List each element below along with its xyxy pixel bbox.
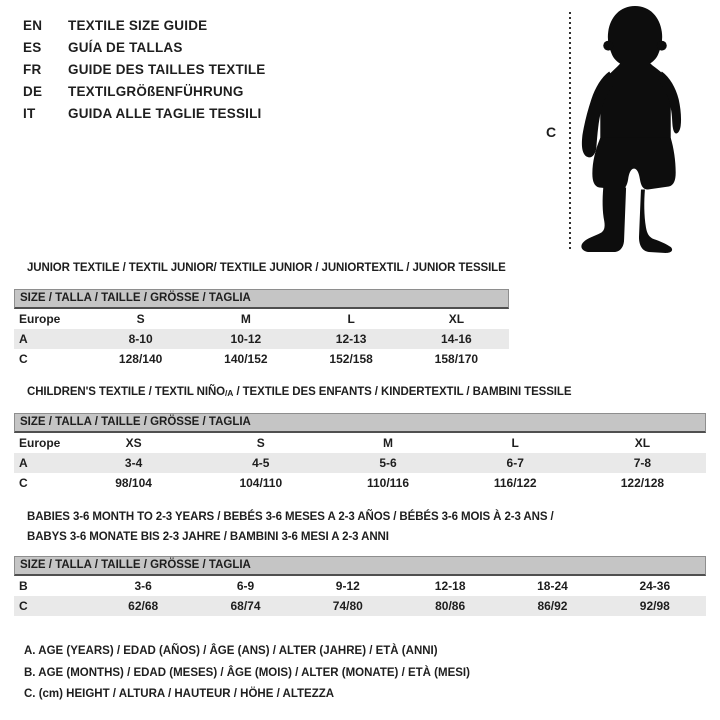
cell-value: 122/128 [620,476,665,490]
cell-value: 12-18 [434,579,466,593]
section-title-line: BABIES 3-6 MONTH TO 2-3 YEARS / BEBÉS 3-6 MESES A 2-3 AÑOS / BÉBÉS 3-6 MOIS À 2-3 ANS / [27,511,554,523]
cell-value: S [136,312,145,326]
cell-value: M [383,436,393,450]
legend-line-b: B. AGE (MONTHS) / EDAD (MESES) / ÂGE (MOIS) / ALTER (MONATE) / ETÀ (MESI) [24,666,470,679]
section-title-children [27,386,571,398]
junior-size-table [14,289,509,369]
cell-value: 4-5 [252,456,270,470]
cell-value: 98/104 [115,476,152,490]
cell-value: 6-7 [506,456,524,470]
section-title-junior: JUNIOR TEXTILE / TEXTIL JUNIOR/ TEXTILE JUNIOR / JUNIORTEXTIL / JUNIOR TESSILE [27,262,506,274]
section-title-babies [27,507,554,547]
language-code: ES [23,40,42,55]
row-label: Europe [19,436,61,450]
table-row [14,473,706,493]
row-label: C [19,352,28,366]
size-header-bar: SIZE / TALLA / TAILLE / GRÖSSE / TAGLIA [14,413,706,433]
section-title-text: / TEXTILE DES ENFANTS / KINDERTEXTIL / BAMBINI TESSILE [233,386,572,398]
language-code: FR [23,62,42,77]
cell-value: 86/92 [537,599,568,613]
section-title-line: BABYS 3-6 MONATE BIS 2-3 JAHRE / BAMBINI 3-6 MESI A 2-3 ANNI [27,531,389,543]
row-label: B [19,579,28,593]
cell-value: 140/152 [224,352,268,366]
cell-value: 158/170 [434,352,479,366]
cell-value: 110/116 [366,476,410,490]
cell-value: 5-6 [379,456,397,470]
child-silhouette-icon [567,3,707,253]
cell-value: M [240,312,251,326]
language-label: GUIDA ALLE TAGLIE TESSILI [68,106,262,121]
cell-value: 116/122 [493,476,537,490]
language-code: IT [23,106,36,121]
height-measure-label: C [546,124,557,140]
cell-value: 80/86 [435,599,466,613]
section-title-subscript: /A [225,388,234,398]
cell-value: 9-12 [335,579,360,593]
cell-value: 92/98 [639,599,670,613]
cell-value: 6-9 [236,579,255,593]
children-size-table [14,413,706,493]
cell-value: 68/74 [230,599,261,613]
language-row [23,59,266,81]
cell-value: 3-4 [124,456,143,470]
language-label: GUÍA DE TALLAS [68,40,183,55]
cell-value: 18-24 [537,579,568,593]
language-row [23,15,266,37]
language-label: TEXTILE SIZE GUIDE [68,18,208,33]
cell-value: 12-13 [335,332,367,346]
language-code: DE [23,84,43,99]
cell-value: 74/80 [332,599,363,613]
cell-value: 62/68 [128,599,159,613]
cell-value: 128/140 [118,352,163,366]
cell-value: 24-36 [639,579,671,593]
cell-value: S [256,436,265,450]
table-row [14,453,706,473]
legend-line-c: C. (cm) HEIGHT / ALTURA / HAUTEUR / HÖHE / ALTEZZA [24,688,335,700]
row-label: A [19,332,28,346]
legend [24,641,470,706]
row-label: Europe [19,312,61,326]
cell-value: 104/110 [239,476,283,490]
cell-value: 8-10 [128,332,153,346]
table-row [14,433,706,453]
table-row [14,349,509,369]
language-label: TEXTILGRÖßENFÜHRUNG [68,84,244,99]
cell-value: L [511,436,519,450]
table-row [14,576,706,596]
cell-value: 7-8 [633,456,652,470]
language-row [23,37,266,59]
language-code: EN [23,18,43,33]
table-row [14,329,509,349]
cell-value: 10-12 [230,332,262,346]
section-title-text: CHILDREN'S TEXTILE / TEXTIL NIÑO [27,386,226,398]
cell-value: 14-16 [441,332,472,346]
size-header-bar: SIZE / TALLA / TAILLE / GRÖSSE / TAGLIA [14,289,509,309]
cell-value: XS [125,436,142,450]
size-header-bar: SIZE / TALLA / TAILLE / GRÖSSE / TAGLIA [14,556,706,576]
legend-line-a: A. AGE (YEARS) / EDAD (AÑOS) / ÂGE (ANS) / ALTER (JAHRE) / ETÀ (ANNI) [24,645,438,657]
language-row [23,81,266,103]
table-row [14,309,509,329]
cell-value: 3-6 [134,579,152,593]
babies-size-table [14,556,706,616]
row-label: C [19,476,28,490]
language-row [23,103,266,125]
row-label: A [19,456,28,470]
language-label: GUIDE DES TAILLES TEXTILE [68,62,266,77]
cell-value: XL [634,436,651,450]
cell-value: XL [448,312,465,326]
cell-value: L [347,312,355,326]
language-list [23,15,266,125]
table-row [14,596,706,616]
row-label: C [19,599,28,613]
cell-value: 152/158 [329,352,373,366]
